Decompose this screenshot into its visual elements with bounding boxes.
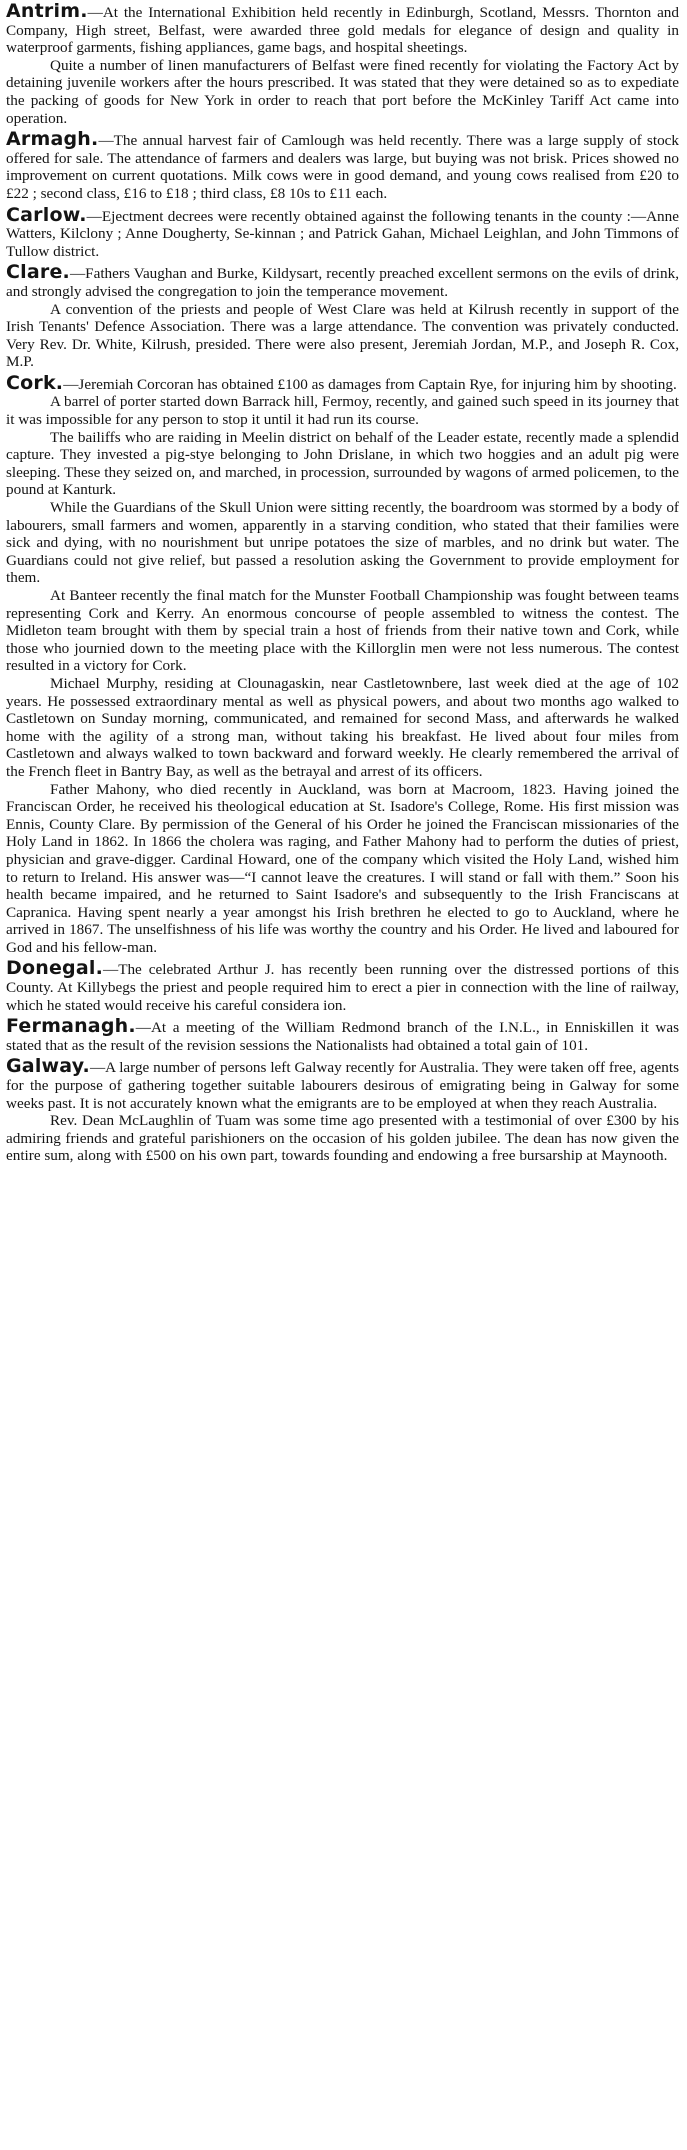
paragraph <box>6 203 679 261</box>
section-galway <box>6 1055 679 1165</box>
county-heading: Galway. <box>6 1055 90 1078</box>
paragraph: Rev. Dean McLaughlin of Tuam was some time ago presented with a testimonial of over £300 by his admiring friends and grateful parishioners on the occasion of his golden jubilee. The dean has now given the entire sum, along with £500 on his own part, towards founding and endowing a free bursarship at Maynooth. <box>6 1112 679 1165</box>
section-fermanagh <box>6 1015 679 1054</box>
paragraph <box>6 1015 679 1054</box>
section-carlow <box>6 203 679 261</box>
paragraph: Father Mahony, who died recently in Auckland, was born at Macroom, 1823. Having joined the Franciscan Order, he received his theological education at St. Isadore's College, Rome. His first mission was Ennis, County Clare. By permission of the General of his Order he joined the Franciscan missionaries of the Holy Land in 1862. In 1866 the cholera was raging, and Father Mahony had to perform the duties of priest, physician and grave-digger. Cardinal Howard, one of the company which visited the Holy Land, wished him to return to Ireland. His answer was—“I cannot leave the creatures. I will stand or fall with them.” Soon his health became impaired, and he returned to Saint Isadore's and subsequently to the Irish Franciscans at Capranica. Having spent nearly a year amongst his Irish brethren he elected to go to Auckland, where he arrived in 1867. The unselfishness of his life was worthy the country and his Order. He lived and laboured for God and his fellow-man. <box>6 780 679 956</box>
paragraph <box>6 0 679 57</box>
paragraph: A convention of the priests and people of West Clare was held at Kilrush recently in support of the Irish Tenants' Defence Association. There was a large attendance. The convention was privately conducted. Very Rev. Dr. White, Kilrush, presided. There were also present, Jeremiah Jordan, M.P., and Joseph R. Cox, M.P. <box>6 300 679 371</box>
paragraph-text: —At the International Exhibition held recently in Edinburgh, Scotland, Messrs. Thornton and Company, High street, Belfast, were awarded three gold medals for elegance of design and quality in waterproof garments, fishing appliances, game bags, and hospital sheetings. <box>6 4 679 57</box>
paragraph-text: —Jeremiah Corcoran has obtained £100 as damages from Captain Rye, for injuring him by shooting. <box>63 375 677 393</box>
section-donegal <box>6 957 679 1014</box>
county-heading: Cork. <box>6 371 64 394</box>
paragraph <box>6 371 679 394</box>
paragraph <box>6 957 679 1014</box>
section-antrim <box>6 0 679 127</box>
county-heading: Donegal. <box>6 957 103 980</box>
paragraph: Michael Murphy, residing at Clounagaskin, near Castletownbere, last week died at the age of 102 years. He possessed extraordinary mental as well as physical powers, and about two months ago walked to Castletown on Sunday morning, communicated, and remained for second Mass, and afterwards he walked home with the agility of a strong man, without taking his breakfast. He lived about four miles from Castletown and always walked to town backward and forward weekly. He clearly remembered the arrival of the French fleet in Bantry Bay, as well as the betrayal and arrest of its officers. <box>6 674 679 780</box>
paragraph <box>6 261 679 300</box>
county-heading: Fermanagh. <box>6 1015 136 1038</box>
county-heading: Armagh. <box>6 128 99 151</box>
paragraph: The bailiffs who are raiding in Meelin district on behalf of the Leader estate, recently made a splendid capture. They invested a pig-stye belonging to John Drislane, in which two hoggies and an adult pig were sleeping. These they seized on, and marched, in procession, surrounded by wagons of armed policemen, to the pound at Kanturk. <box>6 428 679 499</box>
paragraph-text: —Ejectment decrees were recently obtained against the following tenants in the county :—Anne Watters, Kilclony ; Anne Dougherty, Se-kinnan ; and Patrick Gahan, Michael Leighlan, and John Timmons of Tullow district. <box>6 207 679 260</box>
paragraph-text: —Fathers Vaughan and Burke, Kildysart, recently preached excellent sermons on the evils of drink, and strongly advised the congregation to join the temperance movement. <box>6 265 679 300</box>
paragraph-text: —A large number of persons left Galway recently for Australia. They were taken off free, agents for the purpose of gathering together suitable labourers desirous of emigrating being in Galway for some weeks past. It is not accurately known what the emigrants are to be employed at when they reach Australia. <box>6 1059 679 1112</box>
section-clare <box>6 261 679 371</box>
section-armagh <box>6 128 679 202</box>
section-cork <box>6 371 679 957</box>
paragraph <box>6 1055 679 1112</box>
paragraph: While the Guardians of the Skull Union were sitting recently, the boardroom was stormed by a body of labourers, small farmers and women, apparently in a starving condition, who stated that their families were sick and dying, with no nourishment but unripe potatoes the size of marbles, and no drink but water. The Guardians could not give relief, but passed a resolution asking the Government to provide employment for them. <box>6 499 679 587</box>
paragraph-text: —The annual harvest fair of Camlough was held recently. There was a large supply of stock offered for sale. The attendance of farmers and dealers was large, but buying was not brisk. Prices showed no improvement on current quotations. Milk cows were in good demand, and young cows realised from £20 to £22 ; second class, £16 to £18 ; third class, £8 10s to £11 each. <box>6 132 679 202</box>
county-heading: Clare. <box>6 261 70 284</box>
paragraph <box>6 128 679 202</box>
paragraph-text: —At a meeting of the William Redmond branch of the I.N.L., in Enniskillen it was stated that as the result of the revision sessions the Nationalists had obtained a total gain of 101. <box>6 1019 679 1054</box>
paragraph: At Banteer recently the final match for the Munster Football Championship was fought between teams representing Cork and Kerry. An enormous concourse of people assembled to witness the contest. The Midleton team brought with them by special train a host of friends from their native town and Cork, while those who journied down to the meeting place with the Killorglin men were not less numerous. The contest resulted in a victory for Cork. <box>6 587 679 675</box>
paragraph: A barrel of porter started down Barrack hill, Fermoy, recently, and gained such speed in its journey that it was impossible for any person to stop it until it had run its course. <box>6 393 679 429</box>
county-heading: Antrim. <box>6 0 88 22</box>
county-heading: Carlow. <box>6 203 87 226</box>
paragraph: Quite a number of linen manufacturers of Belfast were fined recently for violating the Factory Act by detaining juvenile workers after the hours prescribed. It was stated that they were detained so as to expediate the packing of goods for New York in order to reach that port before the McKinley Tariff Act came into operation. <box>6 56 679 127</box>
paragraph-text: —The celebrated Arthur J. has recently been running over the distressed portions of this County. At Killybegs the priest and people required him to erect a pier in connection with the line of railway, which he stated would receive his careful considera ion. <box>6 961 679 1014</box>
